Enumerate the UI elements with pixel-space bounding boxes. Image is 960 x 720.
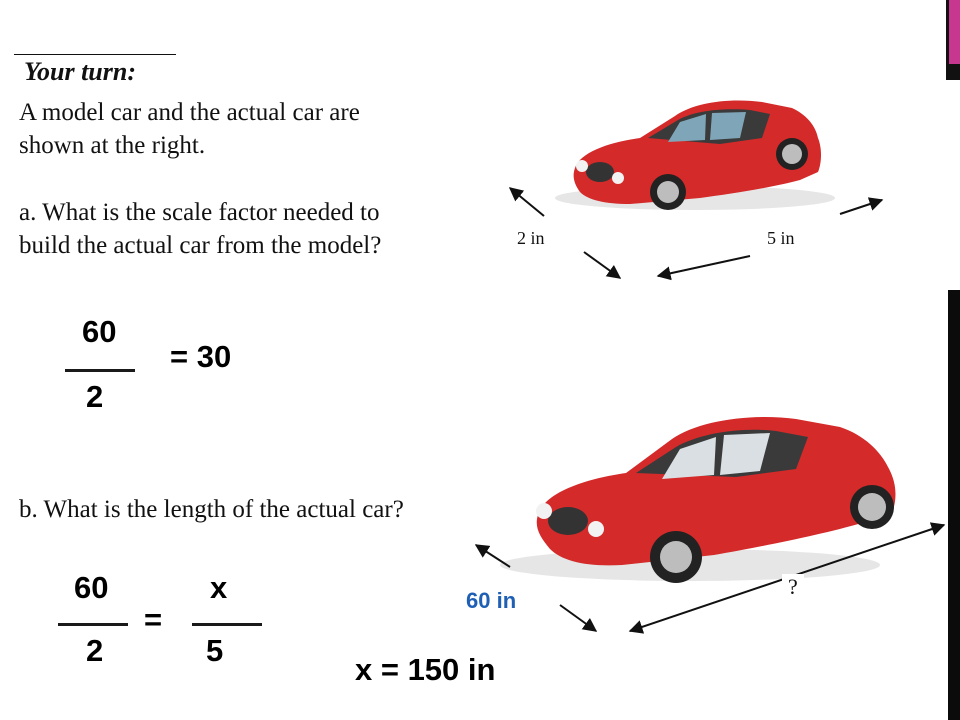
intro-line-2: shown at the right.: [19, 132, 206, 159]
side-bar-dark: [948, 290, 960, 720]
answer-a-result: = 30: [170, 339, 232, 374]
question-a-line-1: a. What is the scale factor needed to: [19, 199, 380, 226]
intro-line-1: A model car and the actual car are: [19, 99, 360, 126]
model-length-arrow-upper: [840, 200, 882, 214]
answer-a-numerator: 60: [82, 314, 117, 349]
answer-b-left-numerator: 60: [74, 570, 109, 605]
actual-height-arrow-lower: [560, 605, 596, 631]
answer-b-left-denominator: 2: [86, 633, 104, 668]
answer-b-equals: =: [144, 602, 163, 637]
model-length-label: 5 in: [767, 228, 795, 248]
answer-b-result: x = 150 in: [355, 652, 496, 687]
answer-b-right-fraction-bar: [192, 623, 262, 626]
model-height-label: 2 in: [517, 228, 545, 248]
model-car-illustration: [500, 80, 900, 285]
actual-car-grille: [548, 507, 588, 535]
page-heading: Your turn:: [24, 57, 136, 86]
question-b: b. What is the length of the actual car?: [19, 496, 404, 523]
model-car-grille: [586, 162, 614, 182]
model-height-arrow-upper: [510, 188, 544, 216]
actual-height-label: 60 in: [466, 588, 517, 613]
model-height-arrow-lower: [584, 252, 620, 278]
model-length-arrow-lower: [658, 256, 750, 276]
heading-underline: [14, 54, 176, 55]
actual-car-illustration: [460, 395, 948, 640]
answer-b-right-denominator: 5: [206, 633, 224, 668]
question-a-line-2: build the actual car from the model?: [19, 232, 382, 259]
answer-b-right-numerator: x: [210, 570, 228, 605]
answer-a-fraction-bar: [65, 369, 135, 372]
actual-height-arrow-upper: [476, 545, 510, 567]
actual-length-label: ?: [782, 574, 804, 600]
corner-accent-magenta: [949, 0, 960, 64]
answer-a-denominator: 2: [86, 379, 104, 414]
answer-b-left-fraction-bar: [58, 623, 128, 626]
